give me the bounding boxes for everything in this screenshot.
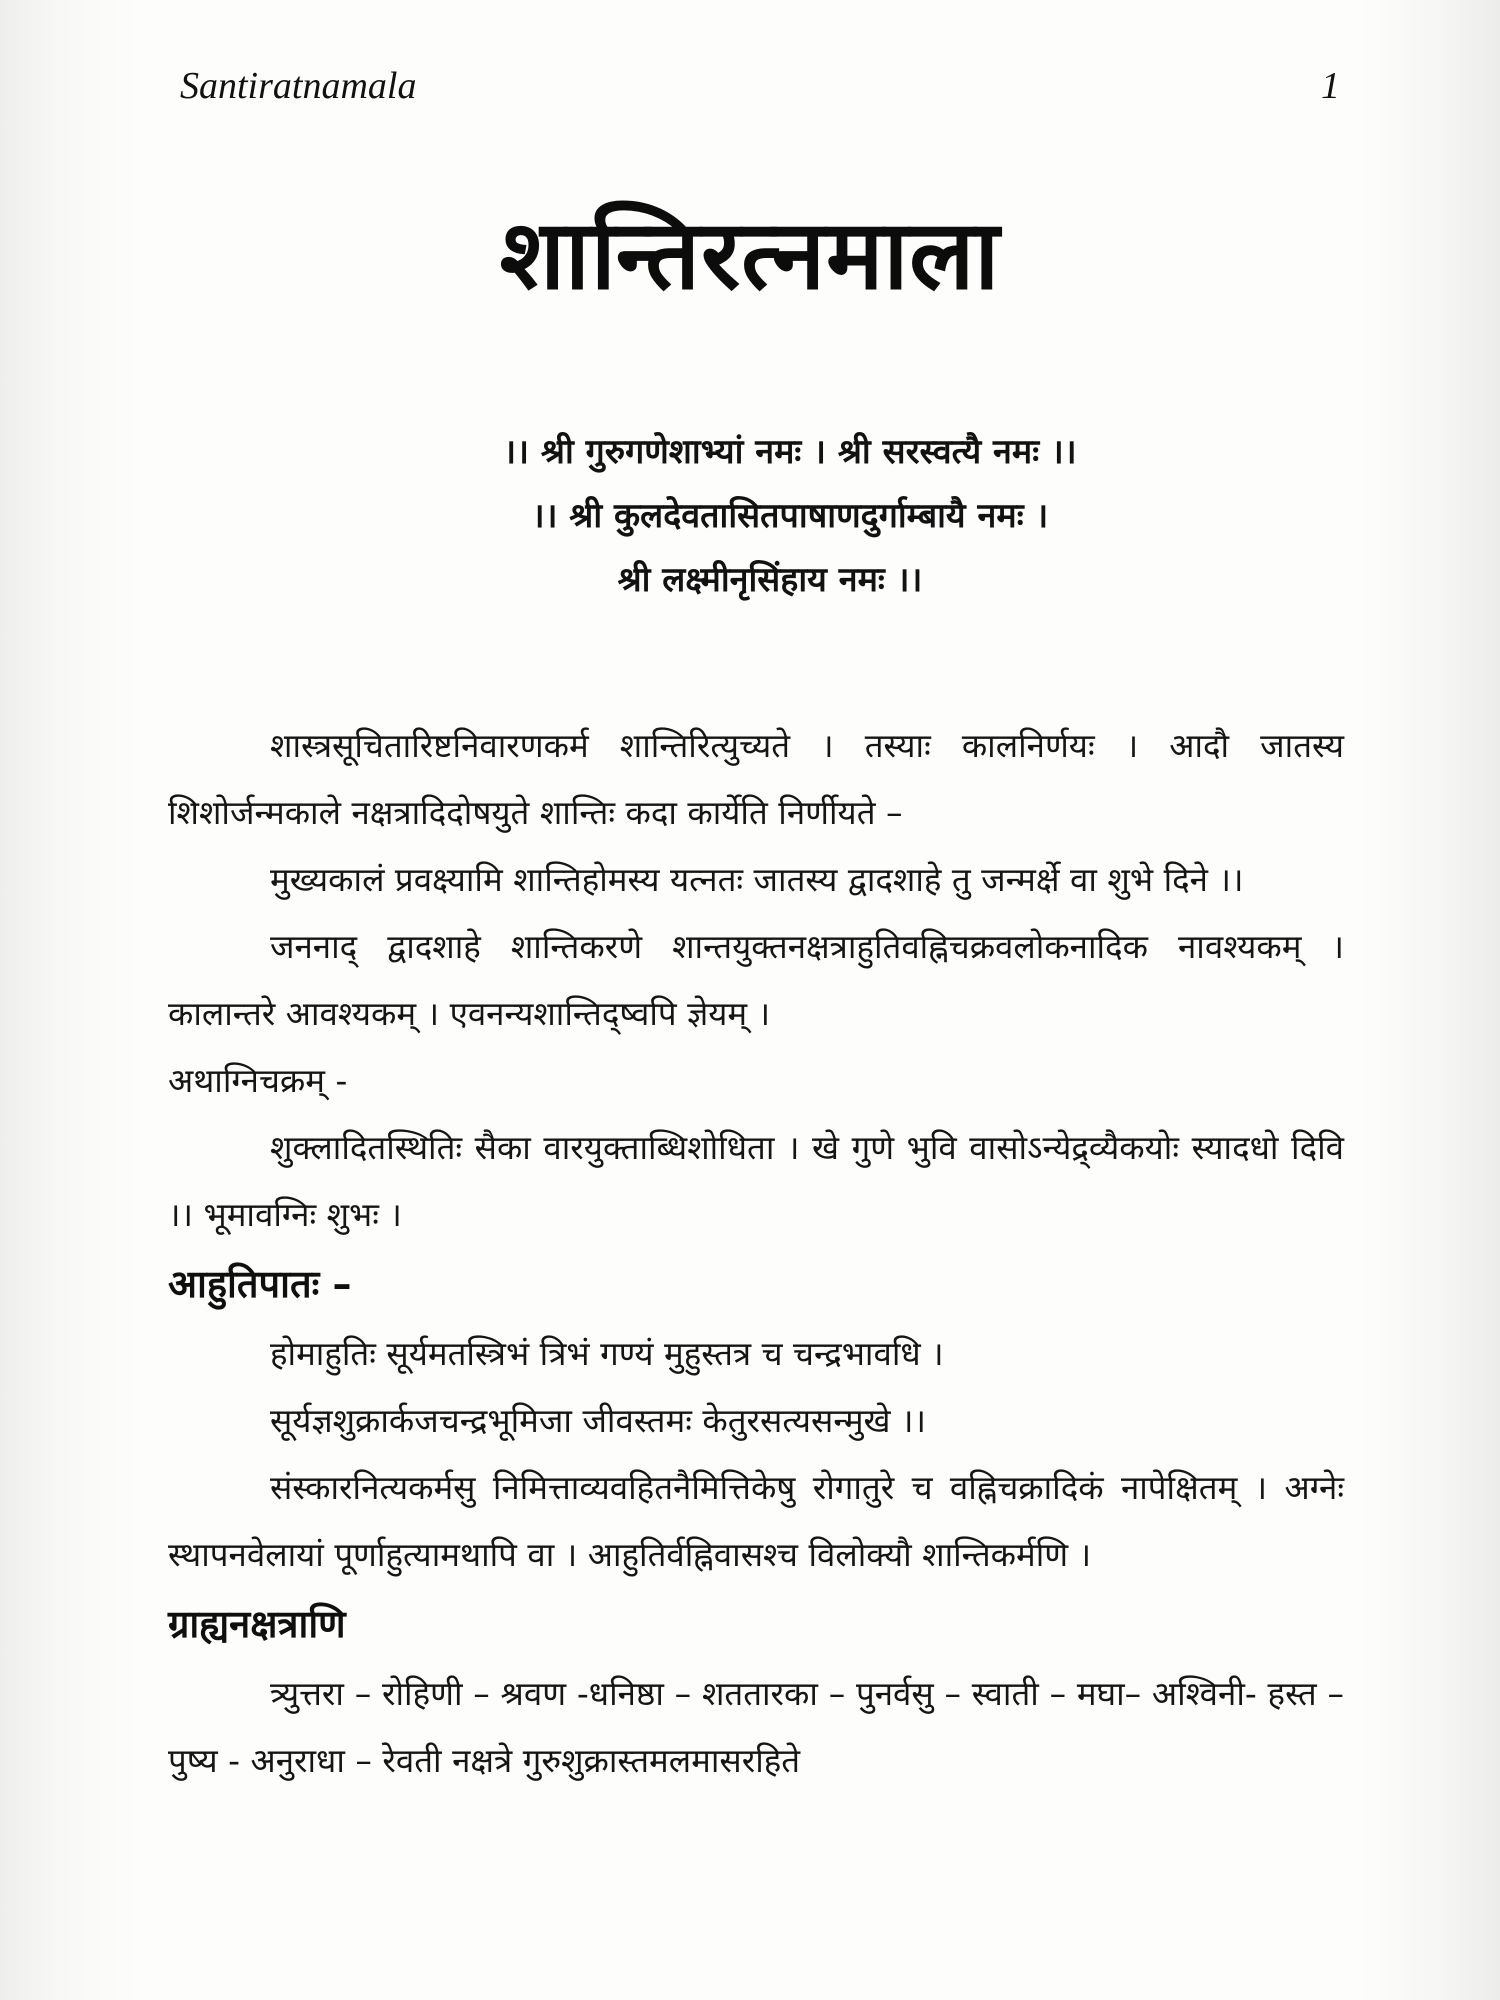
- invocation-line: ।। श्री कुलदेवतासितपाषाणदुर्गाम्बायै नमः ।: [531, 496, 1049, 536]
- paragraph: त्र्युत्तरा – रोहिणी – श्रवण -धनिष्ठा – शततारका – पुनर्वसु – स्वाती – मघा– अश्विनी- हस्त – पुष्य - अनुराधा – रेवती नक्षत्रे गुरुशुक्रास्तमलमासरहिते: [168, 1674, 1344, 1780]
- verse-line: होमाहुतिः सूर्यमतस्त्रिभं त्रिभं गण्यं मुहुस्तत्र च चन्द्रभावधि ।: [270, 1334, 944, 1373]
- paragraph: संस्कारनित्यकर्मसु निमित्ताव्यवहितनैमित्तिकेषु रोगातुरे च वह्निचक्रादिकं नापेक्षितम् । अग्नेः स्थापनवेलायां पूर्णाहुत्यामथापि वा । आहुतिर्वह्निवासश्च विलोक्यौ शान्तिकर्मणि ।: [168, 1468, 1344, 1574]
- invocation-line: ।। श्री गुरुगणेशाभ्यां नमः । श्री सरस्वत्यै नमः ।।: [503, 432, 1077, 472]
- verse-line: सूर्यज्ञशुक्रार्कजचन्द्रभूमिजा जीवस्तमः केतुरसत्यसन्मुखे ।।: [270, 1401, 927, 1440]
- paragraph: शास्त्रसूचितारिष्टनिवारणकर्म शान्तिरित्युच्यते । तस्याः कालनिर्णयः । आदौ जातस्य शिशोर्जन्मकाले नक्षत्रादिदोषयुते शान्तिः कदा कार्येति निर्णीयते –: [168, 726, 1344, 832]
- paragraph: मुख्यकालं प्रवक्ष्यामि शान्तिहोमस्य यत्नतः जातस्य द्वादशाहे तु जन्मर्क्षे वा शुभे दिने ।।: [270, 860, 1244, 899]
- invocation-block: [0, 420, 1500, 612]
- section-label: अथाग्निचक्रम् -: [168, 1061, 348, 1100]
- page-title: शान्तिरत्नमाला: [499, 199, 1001, 311]
- section-heading: आहुतिपातः –: [168, 1262, 352, 1306]
- running-header: [180, 60, 1340, 112]
- section-heading: ग्राह्यनक्षत्राणि: [168, 1602, 346, 1646]
- paragraph: शुक्लादितस्थितिः सैका वारयुक्ताब्धिशोधिता । खे गुणे भुवि वासोऽन्येद्र्व्यैकयोः स्यादधो दिवि ।। भूमावग्निः शुभः ।: [168, 1128, 1344, 1234]
- page-number: 1: [1321, 65, 1340, 107]
- running-title: Santiratnamala: [180, 65, 417, 107]
- invocation-line: श्री लक्ष्मीनृसिंहाय नमः ।।: [617, 560, 923, 600]
- body-text: [168, 712, 1344, 1794]
- paragraph: जननाद् द्वादशाहे शान्तिकरणे शान्तयुक्तनक्षत्राहुतिवह्निचक्रवलोकनादिक नावश्यकम् । कालान्तरे आवश्यकम् । एवनन्यशान्तिद्ष्वपि ज्ञेयम् ।: [168, 927, 1344, 1033]
